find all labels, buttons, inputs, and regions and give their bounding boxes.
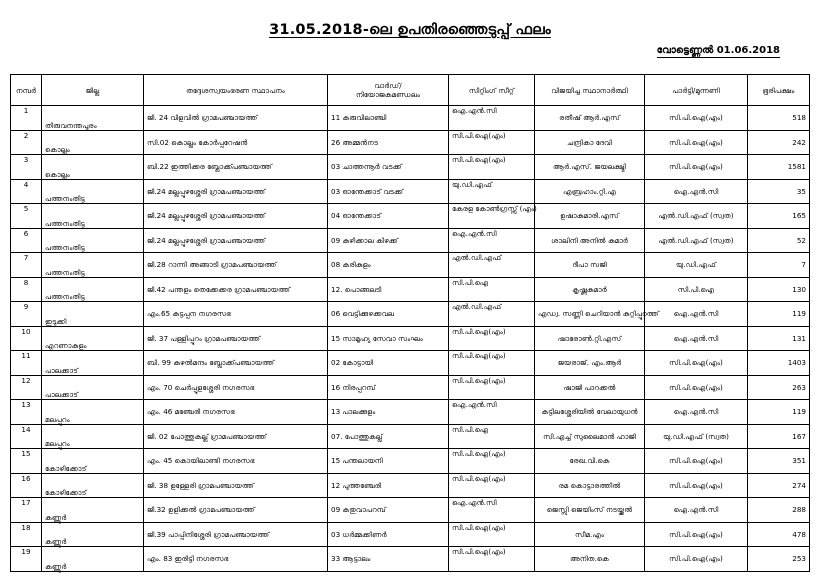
cell-ward: 04 ഓന്തേക്കാട് <box>328 204 449 229</box>
header-no: നമ്പർ <box>11 75 42 106</box>
cell-winner: ഷാജി പാറക്കൽ <box>535 375 645 400</box>
cell-no: 4 <box>11 179 42 204</box>
cell-ward: 02 കോട്ടായി <box>328 351 449 376</box>
table-row <box>11 375 810 400</box>
cell-district: പാലക്കാട് <box>42 351 144 376</box>
table-row <box>11 547 810 572</box>
cell-majority: 351 <box>748 449 810 474</box>
cell-winner: സീമ.എം <box>535 522 645 547</box>
cell-local-body: ജി.39 പാപ്പിനിശ്ശേരി ഗ്രാമപഞ്ചായത്ത് <box>144 522 328 547</box>
cell-no: 16 <box>11 473 42 498</box>
table-row <box>11 326 810 351</box>
cell-majority: 263 <box>748 375 810 400</box>
cell-local-body: ജി. 37 പള്ളിപ്പുറം ഗ്രാമപഞ്ചായത്ത് <box>144 326 328 351</box>
cell-party: സി.പി.ഐ(എം) <box>645 130 748 155</box>
cell-no: 19 <box>11 547 42 572</box>
cell-local-body: ജി.32 ഉളിക്കൽ ഗ്രാമപഞ്ചായത്ത് <box>144 498 328 523</box>
cell-ward: 03 ധർമ്മക്കിണർ <box>328 522 449 547</box>
cell-majority: 253 <box>748 547 810 572</box>
cell-ward: 03 ചാത്തന്നൂർ വടക്ക് <box>328 155 449 180</box>
cell-winner: രേഖ.വി.കെ <box>535 449 645 474</box>
cell-district: കണ്ണൂർ <box>42 498 144 523</box>
cell-party: സി.പി.ഐ(എം) <box>645 351 748 376</box>
cell-no: 8 <box>11 277 42 302</box>
cell-district: കണ്ണൂർ <box>42 547 144 572</box>
cell-party: സി.പി.ഐ(എം) <box>645 106 748 131</box>
cell-district: എറണാകുളം <box>42 326 144 351</box>
cell-ward: 12. പൊങ്ങലടി <box>328 277 449 302</box>
cell-sitting-seat: എൽ.ഡി.എഫ് <box>449 302 535 327</box>
cell-winner: കൃഷ്ണകുമാർ <box>535 277 645 302</box>
cell-district: കോഴിക്കോട് <box>42 449 144 474</box>
table-row <box>11 473 810 498</box>
table-row <box>11 424 810 449</box>
cell-no: 9 <box>11 302 42 327</box>
cell-local-body: എം. 45 കൊയിലാണ്ടി നഗരസഭ <box>144 449 328 474</box>
cell-local-body: ജി. 24 വിളവിൽ ഗ്രാമപഞ്ചായത്ത് <box>144 106 328 131</box>
cell-no: 10 <box>11 326 42 351</box>
header-majority: ഭൂരിപക്ഷം <box>748 75 810 106</box>
cell-party: എൽ.ഡി.എഫ് (സ്വത) <box>645 228 748 253</box>
cell-sitting-seat: യു.ഡി.എഫ് <box>449 179 535 204</box>
cell-no: 18 <box>11 522 42 547</box>
cell-party: സി.പി.ഐ(എം) <box>645 473 748 498</box>
cell-winner: എഡ്വ. സണ്ണി ചെറിയാൻ കുറ്റിപ്പുറത്ത് <box>535 302 645 327</box>
cell-majority: 119 <box>748 400 810 425</box>
cell-winner: സി.എച്ച് സുലൈമാൻ ഹാജി <box>535 424 645 449</box>
cell-majority: 7 <box>748 253 810 278</box>
cell-no: 3 <box>11 155 42 180</box>
cell-majority: 288 <box>748 498 810 523</box>
cell-sitting-seat: സി.പി.ഐ <box>449 424 535 449</box>
cell-local-body: ബി. 99 കുഴൽമന്ദം ബ്ലോക്ക്പഞ്ചായത്ത് <box>144 351 328 376</box>
cell-party: ഐ.എൻ.സി <box>645 326 748 351</box>
cell-local-body: ജി.24 മല്ലപ്പുഴശ്ശേരി ഗ്രാമപഞ്ചായത്ത് <box>144 179 328 204</box>
cell-sitting-seat: ഐ.എൻ.സി <box>449 106 535 131</box>
cell-sitting-seat: ഐ.എൻ.സി <box>449 498 535 523</box>
cell-party: സി.പി.ഐ(എം) <box>645 449 748 474</box>
cell-local-body: ജി.24 മല്ലപ്പുഴശ്ശേരി ഗ്രാമപഞ്ചായത്ത് <box>144 228 328 253</box>
table-row <box>11 253 810 278</box>
cell-party: സി.പി.ഐ(എം) <box>645 522 748 547</box>
cell-ward: 11 കരുവിലാഞ്ചി <box>328 106 449 131</box>
header-local-body: തദ്ദേശസ്വയംഭരണ സ്ഥാപനം <box>144 75 328 106</box>
cell-majority: 119 <box>748 302 810 327</box>
cell-district: പത്തനംതിട്ട <box>42 253 144 278</box>
cell-ward: 15 പന്തലായനി <box>328 449 449 474</box>
cell-majority: 52 <box>748 228 810 253</box>
cell-sitting-seat: സി.പി.ഐ(എം) <box>449 326 535 351</box>
cell-winner: ശാലിനി അനിൽ കുമാർ <box>535 228 645 253</box>
cell-no: 5 <box>11 204 42 229</box>
cell-no: 11 <box>11 351 42 376</box>
table-header-row <box>11 75 810 106</box>
cell-ward: 13 പാലക്കുളം <box>328 400 449 425</box>
page-title-text: 31.05.2018-ലെ ഉപതിരഞ്ഞെടുപ്പ് ഫലം <box>269 22 551 38</box>
cell-ward: 12 പുത്തഞ്ചേരി <box>328 473 449 498</box>
cell-local-body: എം.65 കട്ടപ്പന നഗരസഭ <box>144 302 328 327</box>
cell-local-body: സി.02 കൊല്ലം കോർപ്പറേഷൻ <box>144 130 328 155</box>
cell-sitting-seat: ഐ.എൻ.സി <box>449 400 535 425</box>
table-row <box>11 155 810 180</box>
cell-winner: ഷാരോൺ.റ്റി.എസ് <box>535 326 645 351</box>
cell-sitting-seat: സി.പി.ഐ <box>449 277 535 302</box>
cell-district: കോഴിക്കോട് <box>42 473 144 498</box>
cell-sitting-seat: സി.പി.ഐ(എം) <box>449 522 535 547</box>
table-row <box>11 130 810 155</box>
table-row <box>11 449 810 474</box>
cell-local-body: ജി.24 മല്ലപ്പുഴശ്ശേരി ഗ്രാമപഞ്ചായത്ത് <box>144 204 328 229</box>
table-row <box>11 277 810 302</box>
cell-ward: 06 വെട്ടിക്കുഴക്കവല <box>328 302 449 327</box>
page-title <box>0 22 820 38</box>
cell-winner: ഉഷാകുമാരി.എസ് <box>535 204 645 229</box>
cell-winner: ചന്ദ്രികാ ദേവി <box>535 130 645 155</box>
cell-local-body: ജി.42 പന്തളം തെക്കേക്കര ഗ്രാമപഞ്ചായത്ത് <box>144 277 328 302</box>
cell-no: 2 <box>11 130 42 155</box>
cell-no: 14 <box>11 424 42 449</box>
cell-winner: കട്ടിലശ്ശേരിയിൽ വേലായുധൻ <box>535 400 645 425</box>
cell-party: സി.പി.ഐ <box>645 277 748 302</box>
cell-district: കൊല്ലം <box>42 130 144 155</box>
cell-local-body: ജി. 38 ഉള്ളേരി ഗ്രാമപഞ്ചായത്ത് <box>144 473 328 498</box>
cell-sitting-seat: സി.പി.ഐ(എം) <box>449 547 535 572</box>
cell-winner: ആർ.എസ്. ജയലക്ഷ്മി <box>535 155 645 180</box>
cell-ward: 09 കതുവാപറമ്പ് <box>328 498 449 523</box>
cell-party: സി.പി.ഐ(എം) <box>645 375 748 400</box>
cell-winner: രമ കൊട്ടാരത്തിൽ <box>535 473 645 498</box>
header-ward-line1: വാർഡ്/ <box>374 81 402 90</box>
cell-no: 1 <box>11 106 42 131</box>
cell-sitting-seat: എൽ.ഡി.എഫ് <box>449 253 535 278</box>
table-row <box>11 400 810 425</box>
cell-party: യു.ഡി.എഫ് <box>645 253 748 278</box>
cell-district: ഇടുക്കി <box>42 302 144 327</box>
cell-sitting-seat: സി.പി.ഐ(എം) <box>449 449 535 474</box>
cell-majority: 242 <box>748 130 810 155</box>
cell-no: 15 <box>11 449 42 474</box>
cell-party: ഐ.എൻ.സി <box>645 179 748 204</box>
cell-ward: 09 കുഴിക്കാല കിഴക്ക് <box>328 228 449 253</box>
cell-sitting-seat: സി.പി.ഐ(എം) <box>449 130 535 155</box>
header-ward-line2: നിയോജകമണ്ഡലം <box>355 90 421 99</box>
cell-local-body: ബി.22 ഇത്തിക്കര ബ്ലോക്ക്പഞ്ചായത്ത് <box>144 155 328 180</box>
cell-district: പത്തനംതിട്ട <box>42 277 144 302</box>
cell-no: 7 <box>11 253 42 278</box>
cell-majority: 165 <box>748 204 810 229</box>
table-row <box>11 204 810 229</box>
cell-no: 12 <box>11 375 42 400</box>
cell-local-body: എം. 83 ഇരിട്ടി നഗരസഭ <box>144 547 328 572</box>
table-row <box>11 498 810 523</box>
cell-majority: 518 <box>748 106 810 131</box>
cell-ward: 07. പോത്തുകല്ല് <box>328 424 449 449</box>
header-party: പാർട്ടി/മുന്നണി <box>645 75 748 106</box>
cell-sitting-seat: സി.പി.ഐ(എം) <box>449 473 535 498</box>
table-body <box>11 106 810 572</box>
cell-party: ഐ.എൻ.സി <box>645 400 748 425</box>
results-table <box>10 74 810 572</box>
cell-winner: രതീഷ് ആർ.എസ് <box>535 106 645 131</box>
cell-ward: 26 അമ്മൻനട <box>328 130 449 155</box>
cell-local-body: ജി.28 റാന്നി അങ്ങാടി ഗ്രാമപഞ്ചായത്ത് <box>144 253 328 278</box>
cell-no: 17 <box>11 498 42 523</box>
cell-winner: ദീപാ സജി <box>535 253 645 278</box>
cell-local-body: എം. 70 ചെർപ്പുളശ്ശേരി നഗരസഭ <box>144 375 328 400</box>
table-row <box>11 351 810 376</box>
table-row <box>11 179 810 204</box>
header-district: ജില്ല <box>42 75 144 106</box>
cell-majority: 131 <box>748 326 810 351</box>
cell-no: 13 <box>11 400 42 425</box>
cell-ward: 15 സാമൂഹ്യ സേവാ സംഘം <box>328 326 449 351</box>
cell-district: പത്തനംതിട്ട <box>42 179 144 204</box>
cell-sitting-seat: കേരള കോൺഗ്രസ്സ് (എം) <box>449 204 535 229</box>
vote-count-date: വോട്ടെണ്ണൽ 01.06.2018 <box>656 45 780 56</box>
cell-district: പത്തനംതിട്ട <box>42 204 144 229</box>
table-row <box>11 302 810 327</box>
cell-winner: അനിത.കെ <box>535 547 645 572</box>
cell-party: ഐ.എൻ.സി <box>645 302 748 327</box>
cell-majority: 274 <box>748 473 810 498</box>
cell-majority: 1581 <box>748 155 810 180</box>
cell-winner: എബ്രഹാം.റ്റി.എ <box>535 179 645 204</box>
cell-ward: 03 ഓന്തേക്കാട് വടക്ക് <box>328 179 449 204</box>
table-row <box>11 522 810 547</box>
cell-majority: 167 <box>748 424 810 449</box>
cell-sitting-seat: സി.പി.ഐ(എം) <box>449 375 535 400</box>
cell-majority: 35 <box>748 179 810 204</box>
cell-ward: 08 കരികുളം <box>328 253 449 278</box>
cell-majority: 478 <box>748 522 810 547</box>
cell-district: കൊല്ലം <box>42 155 144 180</box>
header-sitting-seat: സിറ്റിംഗ് സീറ്റ് <box>449 75 535 106</box>
cell-ward: 16 നിരപ്പറമ്പ് <box>328 375 449 400</box>
cell-sitting-seat: ഐ.എൻ.സി <box>449 228 535 253</box>
cell-party: സി.പി.ഐ(എം) <box>645 155 748 180</box>
cell-party: ഐ.എൻ.സി <box>645 498 748 523</box>
cell-local-body: എം. 46 മഞ്ചേരി നഗരസഭ <box>144 400 328 425</box>
cell-party: എൽ.ഡി.എഫ് (സ്വത) <box>645 204 748 229</box>
cell-party: സി.പി.ഐ(എം) <box>645 547 748 572</box>
cell-no: 6 <box>11 228 42 253</box>
table-row <box>11 106 810 131</box>
header-ward <box>328 75 449 106</box>
cell-winner: ജെസ്സി ജെയിംസ് നടയ്ക്കൽ <box>535 498 645 523</box>
cell-ward: 33 ആട്ടാലം <box>328 547 449 572</box>
cell-local-body: ജി. 02 പോത്തുകല്ല് ഗ്രാമപഞ്ചായത്ത് <box>144 424 328 449</box>
cell-majority: 130 <box>748 277 810 302</box>
header-winner: വിജയിച്ച സ്ഥാനാർത്ഥി <box>535 75 645 106</box>
cell-majority: 1403 <box>748 351 810 376</box>
table-row <box>11 228 810 253</box>
cell-district: തിരുവനന്തപുരം <box>42 106 144 131</box>
cell-district: പത്തനംതിട്ട <box>42 228 144 253</box>
cell-district: പാലക്കാട് <box>42 375 144 400</box>
cell-district: മലപ്പുറം <box>42 424 144 449</box>
cell-party: യു.ഡി.എഫ് (സ്വത) <box>645 424 748 449</box>
cell-district: കണ്ണൂർ <box>42 522 144 547</box>
cell-sitting-seat: സി.പി.ഐ(എം) <box>449 155 535 180</box>
cell-district: മലപ്പുറം <box>42 400 144 425</box>
cell-sitting-seat: സി.പി.ഐ(എം) <box>449 351 535 376</box>
cell-winner: ജയരാജ്. എം.ആർ <box>535 351 645 376</box>
